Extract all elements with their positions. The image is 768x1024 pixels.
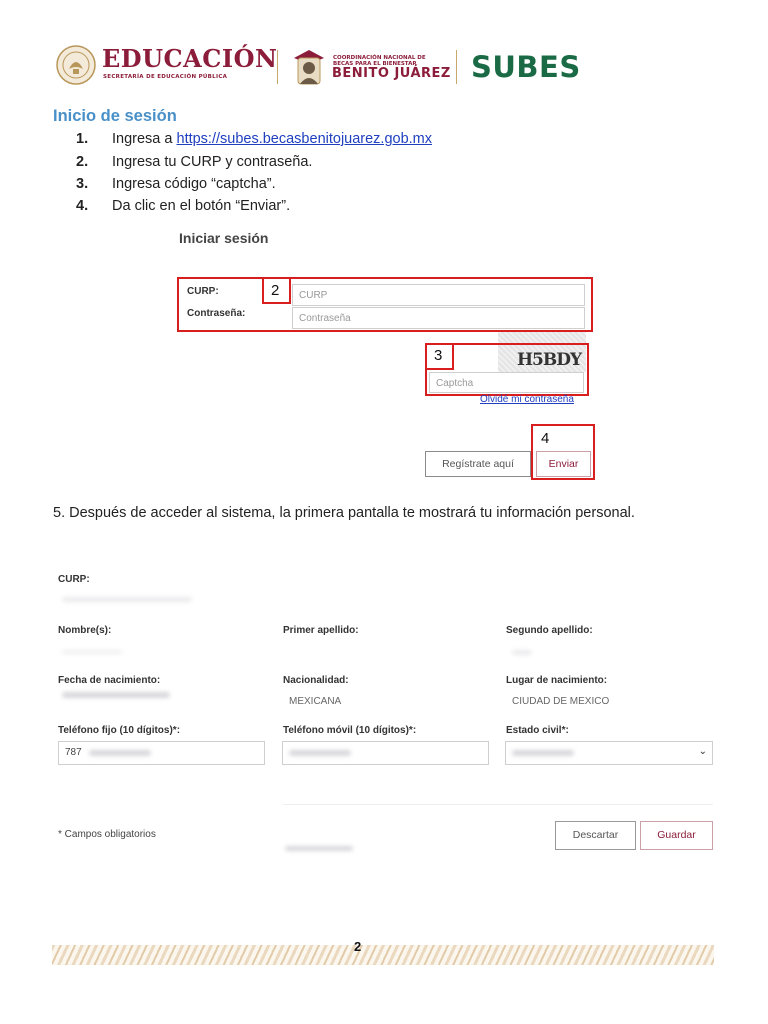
- logo-divider: [456, 50, 457, 84]
- fecha-nacimiento-label: Fecha de nacimiento:: [58, 675, 161, 686]
- nacionalidad-label: Nacionalidad:: [283, 675, 349, 686]
- becas-program-name: BENITO JUÁREZ: [332, 66, 451, 81]
- national-seal-icon: [56, 45, 96, 85]
- fecha-nacimiento-value-redacted: [62, 692, 170, 698]
- section-title: Inicio de sesión: [53, 107, 177, 125]
- callout-number-3: 3: [434, 347, 443, 364]
- lugar-nacimiento-label: Lugar de nacimiento:: [506, 675, 608, 686]
- step-number: 1.: [76, 131, 89, 147]
- step-number: 2.: [76, 154, 89, 170]
- education-logo-subtitle: SECRETARÍA DE EDUCACIÓN PÚBLICA: [103, 74, 228, 80]
- password-input[interactable]: Contraseña: [292, 307, 585, 329]
- login-title: Iniciar sesión: [179, 230, 269, 246]
- step-number: 4.: [76, 198, 89, 214]
- telefono-movil-redacted: [289, 750, 351, 756]
- callout-number-4: 4: [541, 430, 550, 447]
- step-text: Ingresa tu CURP y contraseña.: [112, 154, 313, 170]
- curp-input[interactable]: CURP: [292, 284, 585, 306]
- telefono-movil-label: Teléfono móvil (10 dígitos)*:: [283, 725, 417, 736]
- step-item: [76, 176, 276, 192]
- nacionalidad-value: MEXICANA: [289, 696, 342, 707]
- step-5-paragraph: 5. Después de acceder al sistema, la primera pantalla te mostrará tu información personal.: [53, 505, 635, 521]
- telefono-fijo-input[interactable]: [58, 741, 265, 765]
- save-button[interactable]: Guardar: [640, 821, 713, 850]
- estado-civil-label: Estado civil*:: [506, 725, 569, 736]
- discard-button[interactable]: Descartar: [555, 821, 636, 850]
- curp-value-redacted: [62, 597, 192, 602]
- curp-label: CURP:: [187, 286, 219, 297]
- step-item: [76, 198, 290, 214]
- lugar-nacimiento-value: CIUDAD DE MEXICO: [512, 696, 610, 707]
- benito-juarez-portrait-icon: [292, 46, 326, 86]
- callout-number-2: 2: [271, 282, 280, 299]
- captcha-input[interactable]: Captcha: [429, 372, 584, 393]
- segundo-apellido-value-redacted: [512, 650, 532, 655]
- form-divider: [283, 804, 713, 805]
- footer-value-redacted: [285, 846, 353, 851]
- register-button[interactable]: Regístrate aquí: [425, 451, 531, 477]
- send-button[interactable]: Enviar: [536, 451, 591, 477]
- password-label: Contraseña:: [187, 308, 246, 319]
- step-text: Ingresa código “captcha”.: [112, 176, 276, 192]
- logo-divider: [277, 50, 278, 84]
- telefono-fijo-redacted: [89, 750, 151, 756]
- nombres-value-redacted: [62, 650, 122, 654]
- telefono-fijo-value: 787: [65, 747, 82, 758]
- primer-apellido-label: Primer apellido:: [283, 625, 359, 636]
- nombres-label: Nombre(s):: [58, 625, 112, 636]
- becas-coordination-text: COORDINACIÓN NACIONAL DE BECAS PARA EL BIENESTAR: [333, 55, 426, 67]
- curp-label: CURP:: [58, 574, 90, 585]
- captcha-code: H5BDY: [517, 350, 582, 370]
- segundo-apellido-label: Segundo apellido:: [506, 625, 593, 636]
- estado-civil-select[interactable]: [505, 741, 713, 765]
- step-number: 3.: [76, 176, 89, 192]
- education-logo-title: EDUCACIÓN: [102, 44, 278, 73]
- step-text: Da clic en el botón “Enviar”.: [112, 198, 291, 214]
- step-item: [76, 154, 312, 170]
- forgot-password-link[interactable]: Olvidé mi contraseña: [480, 394, 574, 405]
- decorative-footer-band: [52, 945, 714, 965]
- telefono-movil-input[interactable]: [282, 741, 489, 765]
- page-number: 2: [354, 939, 362, 954]
- chevron-down-icon: ⌄: [698, 746, 707, 757]
- required-fields-note: * Campos obligatorios: [58, 829, 156, 840]
- subes-link[interactable]: https://subes.becasbenitojuarez.gob.mx: [176, 131, 433, 147]
- subes-logo: SUBES: [471, 50, 581, 84]
- step-text: Ingresa a: [112, 131, 177, 147]
- telefono-fijo-label: Teléfono fijo (10 dígitos)*:: [58, 725, 181, 736]
- step-item: [76, 131, 432, 147]
- estado-civil-redacted: [512, 750, 574, 756]
